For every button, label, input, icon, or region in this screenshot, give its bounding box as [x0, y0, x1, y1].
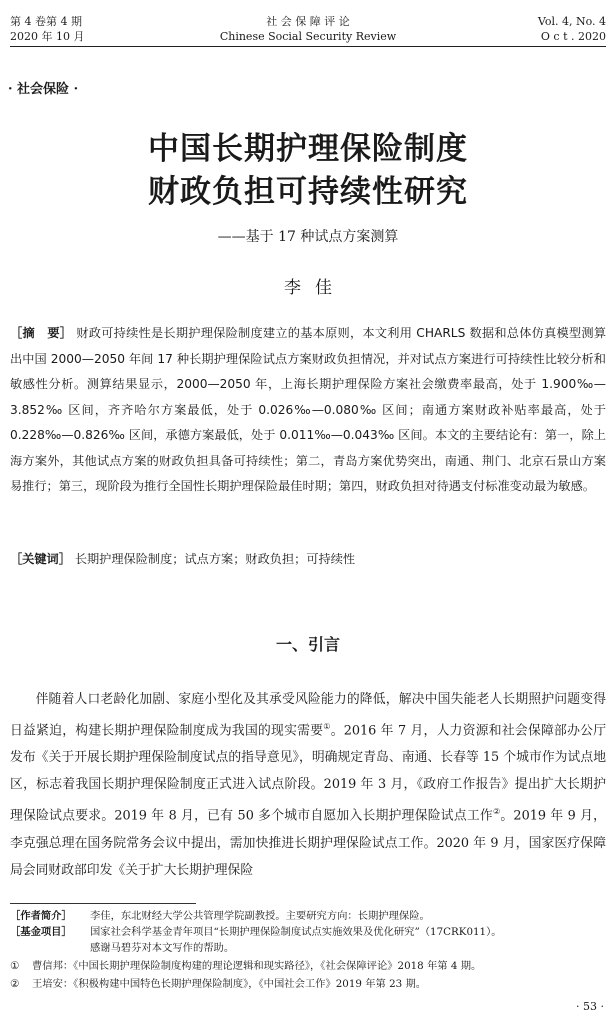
fund-note [10, 924, 606, 956]
date-cn: 2020 年 10 月 [10, 30, 85, 43]
volume-issue-en: Vol. 4, No. 4 [537, 15, 606, 28]
text-run: 。2016 年 7 月，人力资源和社会保障部办公厅发布《关于开展长期护理保险制度试点的指导意见》，明确规定青岛、南通、长春等 15 个城市作为试点地区，标志着我国长期护理保险制度正式进入试点阶段。2019 年 3 月，《政府工作报告》提出扩大长期护理保险试点要求。2019 年 8 月，已有 50 多个城市自愿加入长期护理保险试点工作 [10, 723, 607, 824]
fund-note-label: ［基金项目］ [10, 926, 72, 938]
header-rule [10, 46, 606, 47]
abstract-label: ［摘 要］ [10, 326, 73, 340]
journal-name [10, 14, 606, 44]
body-text [10, 686, 606, 884]
keywords-label: ［关键词］ [10, 552, 71, 566]
author-note-text: 李佳，东北财经大学公共管理学院副教授。主要研究方向：长期护理保险。 [90, 910, 430, 922]
keywords [10, 550, 606, 567]
footnote-rule [10, 903, 196, 904]
section-heading: 一、引言 [275, 635, 340, 654]
fund-text: 国家社会科学基金青年项目“长期护理保险制度试点实施效果及优化研究”（17CRK011）。 [90, 926, 502, 938]
fund-note-text [90, 924, 606, 956]
article-title [0, 128, 616, 214]
footnote-1 [10, 958, 606, 974]
journal-name-cn: 社 会 保 障 评 论 [266, 15, 350, 28]
abstract [10, 321, 606, 500]
title-line-1: 中国长期护理保险制度 [148, 131, 468, 167]
footnote-ref-1: ① [323, 722, 331, 731]
article-subtitle: ——基于 17 种试点方案测算 [217, 229, 399, 245]
footnote-2 [10, 976, 606, 992]
abstract-text: 财政可持续性是长期护理保险制度建立的基本原则，本文利用 CHARLS 数据和总体仿真模型测算出中国 2000—2050 年间 17 种长期护理保险试点方案财政负担情况，并对试点方案进行可持续性比较分析和敏感性分析。测算结果显示，2000—2050 年，上海长期护理保险方案社会缴费率最高，处于 1.900‰—3.852‰ 区间，齐齐哈尔方案最低，处于 0.026‰—0.080‰ 区间；南通方案财政补贴率最高，处于 0.228‰—0.826‰ 区间，承德方案最低，处于 0.011‰—0.043‰ 区间。本文的主要结论有：第一，除上海方案外，其他试点方案的财政负担具备可持续性；第二，青岛方案优势突出，南通、荆门、北京石景山方案易推行；第三，现阶段为推行全国性长期护理保险最佳时期；第四，财政负担对待遇支付标准变动最为敏感。 [10, 326, 607, 493]
page-number: · 53 · [576, 1000, 604, 1013]
footnote-ref-2: ② [492, 807, 501, 817]
author-note [10, 908, 606, 924]
date-en: O c t . 2020 [540, 30, 606, 43]
author-name: 李佳 [284, 278, 346, 298]
footnote-2-text: 王培安：《积极构建中国特色长期护理保险制度》，《中国社会工作》2019 年第 23 期。 [32, 978, 427, 990]
text-run: 。2019 年 9 月，李克强总理在国务院常务会议中提出，需加快推进长期护理保险试点工作。2020 年 9 月，国家医疗保障局会同财政部印发《关于扩大长期护理保险 [10, 808, 606, 878]
paragraph [10, 686, 606, 884]
thanks-text: 感谢马碧芬对本文写作的帮助。 [90, 942, 235, 954]
text-run: 伴随着人口老龄化加剧、家庭小型化及其承受风险能力的降低，解决中国失能老人长期照护问题变得日益紧迫，构建长期护理保险制度成为我国的现实需要 [10, 692, 606, 739]
keywords-text: 长期护理保险制度；试点方案；财政负担；可持续性 [74, 552, 356, 566]
footnote-1-text: 曹信邦：《中国长期护理保险制度构建的理论逻辑和现实路径》，《社会保障评论》2018 年第 4 期。 [32, 960, 482, 972]
author-note-label: ［作者简介］ [10, 910, 72, 922]
footnote-2-mark: ② [10, 978, 20, 990]
journal-name-en: Chinese Social Security Review [219, 30, 397, 43]
issue-info-en [538, 14, 606, 44]
running-header [10, 14, 606, 54]
notes-area [10, 908, 606, 992]
footnote-1-mark: ① [10, 960, 20, 972]
section-tag: · 社会保险 · [8, 82, 79, 97]
volume-issue-cn: 第 4 卷第 4 期 [10, 15, 82, 28]
title-line-2: 财政负担可持续性研究 [148, 174, 468, 210]
